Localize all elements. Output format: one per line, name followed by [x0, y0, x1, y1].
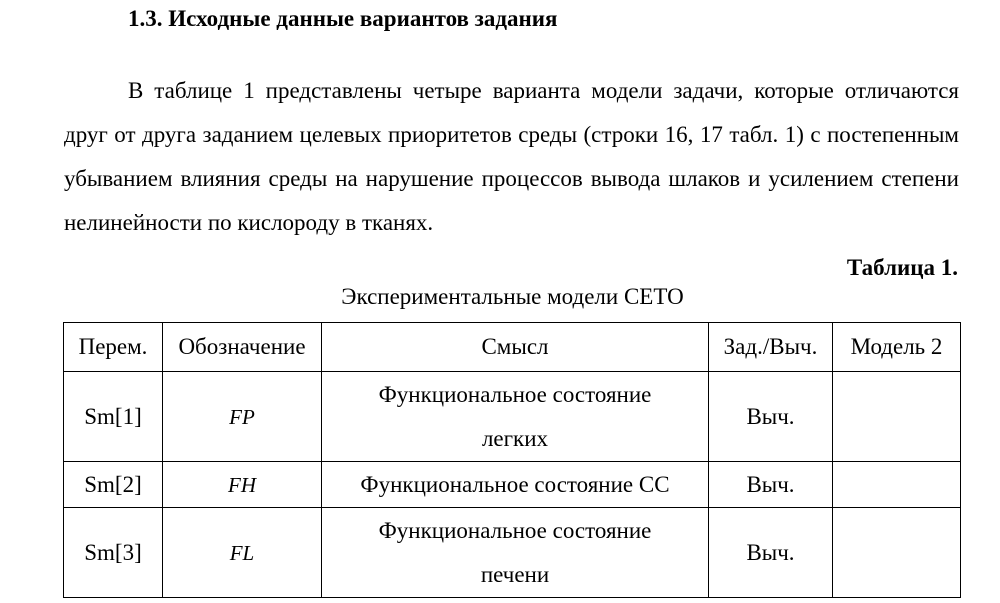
cell-meaning: [322, 508, 709, 598]
cell-variable: Sm[3]: [64, 508, 163, 598]
body-paragraph: В таблице 1 представлены четыре варианта модели задачи, которые отличаются друг от друга заданием целевых приоритетов среды (строки 16, 17 табл. 1) с постепенным убыванием влияния среды на нарушение процессов вывода шлаков и усилением степени нелинейности по кислороду в тканях.: [64, 78, 959, 235]
cell-symbol: FP: [163, 372, 322, 462]
meaning-line: Функциональное состояние СС: [360, 471, 670, 497]
cell-mode: Выч.: [709, 372, 833, 462]
cell-symbol: FH: [163, 462, 322, 508]
header-cell-model2: Модель 2: [833, 323, 961, 372]
header-cell-variable: Перем.: [64, 323, 163, 372]
meaning-line: легких: [481, 425, 549, 451]
table-row: [64, 372, 961, 462]
cell-variable: Sm[1]: [64, 372, 163, 462]
cell-variable: Sm[2]: [64, 462, 163, 508]
table-row: [64, 508, 961, 598]
cell-meaning: [322, 462, 709, 508]
cell-mode: Выч.: [709, 462, 833, 508]
meaning-line: печени: [480, 561, 550, 587]
table-number-label: Таблица 1.: [846, 255, 958, 280]
header-cell-meaning: Смысл: [322, 323, 709, 372]
models-table: [63, 322, 961, 598]
table-row: [64, 462, 961, 508]
cell-model2: [833, 508, 961, 598]
cell-symbol: FL: [163, 508, 322, 598]
table-title: Экспериментальные модели СЕТО: [341, 284, 684, 309]
cell-model2: [833, 462, 961, 508]
cell-model2: [833, 372, 961, 462]
header-cell-mode: Зад./Выч.: [709, 323, 833, 372]
cell-meaning: [322, 372, 709, 462]
table-header-row: [64, 323, 961, 372]
cell-mode: Выч.: [709, 508, 833, 598]
section-heading: 1.3. Исходные данные вариантов задания: [128, 6, 558, 31]
meaning-line: Функциональное состояние: [378, 517, 652, 543]
header-cell-symbol: Обозначение: [163, 323, 322, 372]
meaning-line: Функциональное состояние: [378, 381, 652, 407]
